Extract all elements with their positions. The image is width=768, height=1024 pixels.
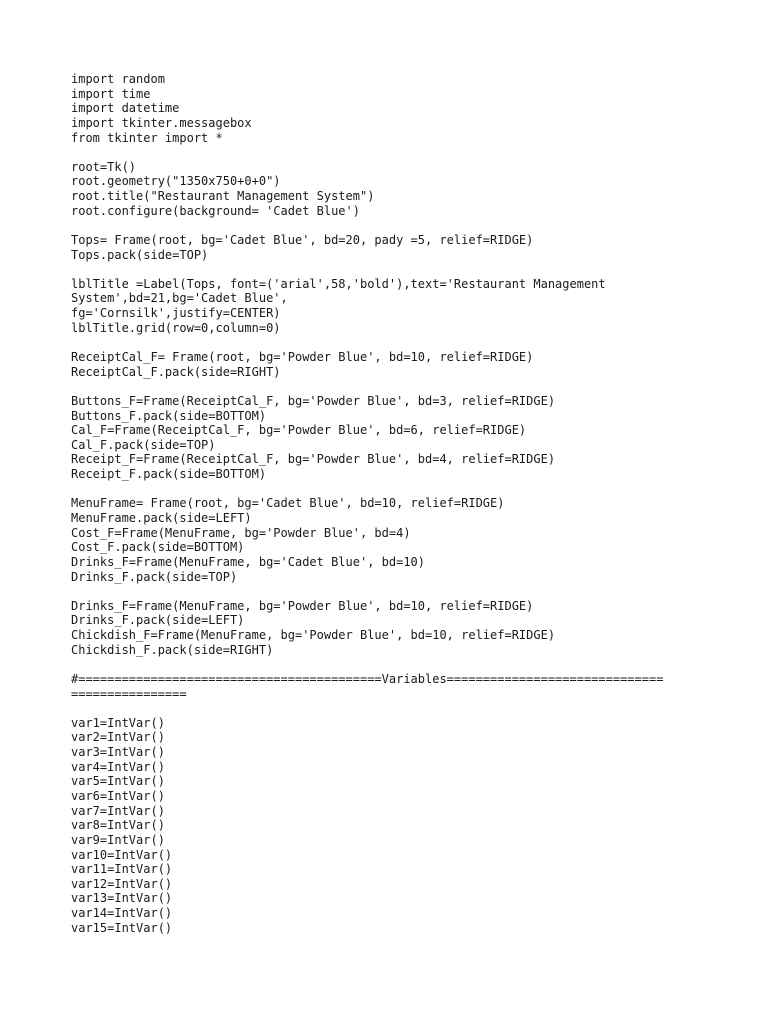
code-line: lblTitle.grid(row=0,column=0) — [71, 320, 281, 335]
code-line: import time — [71, 86, 151, 101]
code-line: var1=IntVar() — [71, 715, 165, 730]
code-line: var14=IntVar() — [71, 906, 173, 921]
code-block — [71, 233, 728, 262]
code-line: var10=IntVar() — [71, 847, 173, 862]
code-listing — [71, 72, 728, 935]
code-line: Cal_F.pack(side=TOP) — [71, 437, 216, 452]
code-line: var15=IntVar() — [71, 920, 173, 935]
code-line: Chickdish_F=Frame(MenuFrame, bg='Powder Blue', bd=10, relief=RIDGE) — [71, 628, 556, 643]
code-line: Drinks_F.pack(side=TOP) — [71, 569, 238, 584]
code-line: ReceiptCal_F.pack(side=RIGHT) — [71, 364, 281, 379]
code-block — [71, 394, 728, 482]
code-line: import tkinter.messagebox — [71, 115, 252, 130]
code-line: import datetime — [71, 101, 180, 116]
code-line: root.geometry("1350x750+0+0") — [71, 174, 281, 189]
code-line: import random — [71, 72, 165, 86]
code-line: var2=IntVar() — [71, 730, 165, 745]
code-line: Drinks_F=Frame(MenuFrame, bg='Cadet Blue', bd=10) — [71, 554, 426, 569]
code-block — [71, 277, 728, 336]
code-line: Receipt_F=Frame(ReceiptCal_F, bg='Powder Blue', bd=4, relief=RIDGE) — [71, 452, 556, 467]
code-line: ReceiptCal_F= Frame(root, bg='Powder Blue', bd=10, relief=RIDGE) — [71, 349, 534, 364]
code-line: Tops= Frame(root, bg='Cadet Blue', bd=20, pady =5, relief=RIDGE) — [71, 232, 534, 247]
code-line: root=Tk() — [71, 159, 137, 174]
code-line: Buttons_F=Frame(ReceiptCal_F, bg='Powder Blue', bd=3, relief=RIDGE) — [71, 393, 556, 408]
code-line: root.configure(background= 'Cadet Blue') — [71, 203, 360, 218]
code-line: var6=IntVar() — [71, 788, 165, 803]
code-line: fg='Cornsilk',justify=CENTER) — [71, 306, 281, 321]
code-line: var5=IntVar() — [71, 774, 165, 789]
code-line: MenuFrame= Frame(root, bg='Cadet Blue', bd=10, relief=RIDGE) — [71, 496, 505, 511]
code-line: var4=IntVar() — [71, 759, 165, 774]
code-line: from tkinter import * — [71, 130, 223, 145]
code-line: Receipt_F.pack(side=BOTTOM) — [71, 467, 267, 482]
code-line: Buttons_F.pack(side=BOTTOM) — [71, 408, 267, 423]
code-line: var3=IntVar() — [71, 745, 165, 760]
code-block — [71, 72, 728, 145]
code-block — [71, 350, 728, 379]
code-line: root.title("Restaurant Management System") — [71, 189, 375, 204]
code-line: var13=IntVar() — [71, 891, 173, 906]
code-line: Tops.pack(side=TOP) — [71, 247, 209, 262]
code-line: #==========================================Variables============================== — [71, 671, 664, 686]
code-block — [71, 496, 728, 584]
code-line: Drinks_F.pack(side=LEFT) — [71, 613, 245, 628]
code-block — [71, 599, 728, 658]
code-block — [71, 160, 728, 219]
code-line: Cal_F=Frame(ReceiptCal_F, bg='Powder Blue', bd=6, relief=RIDGE) — [71, 423, 527, 438]
code-block — [71, 672, 728, 701]
code-line: var8=IntVar() — [71, 818, 165, 833]
code-block — [71, 716, 728, 936]
code-line: System',bd=21,bg='Cadet Blue', — [71, 291, 288, 306]
code-line: lblTitle =Label(Tops, font=('arial',58,'bold'),text='Restaurant Management — [71, 276, 606, 291]
code-line: ================ — [71, 686, 187, 701]
code-line: var11=IntVar() — [71, 862, 173, 877]
code-line: var12=IntVar() — [71, 876, 173, 891]
code-line: MenuFrame.pack(side=LEFT) — [71, 510, 252, 525]
code-line: Drinks_F=Frame(MenuFrame, bg='Powder Blue', bd=10, relief=RIDGE) — [71, 598, 534, 613]
code-line: Chickdish_F.pack(side=RIGHT) — [71, 642, 274, 657]
code-line: var9=IntVar() — [71, 832, 165, 847]
code-line: Cost_F=Frame(MenuFrame, bg='Powder Blue', bd=4) — [71, 525, 411, 540]
code-line: Cost_F.pack(side=BOTTOM) — [71, 540, 245, 555]
code-line: var7=IntVar() — [71, 803, 165, 818]
